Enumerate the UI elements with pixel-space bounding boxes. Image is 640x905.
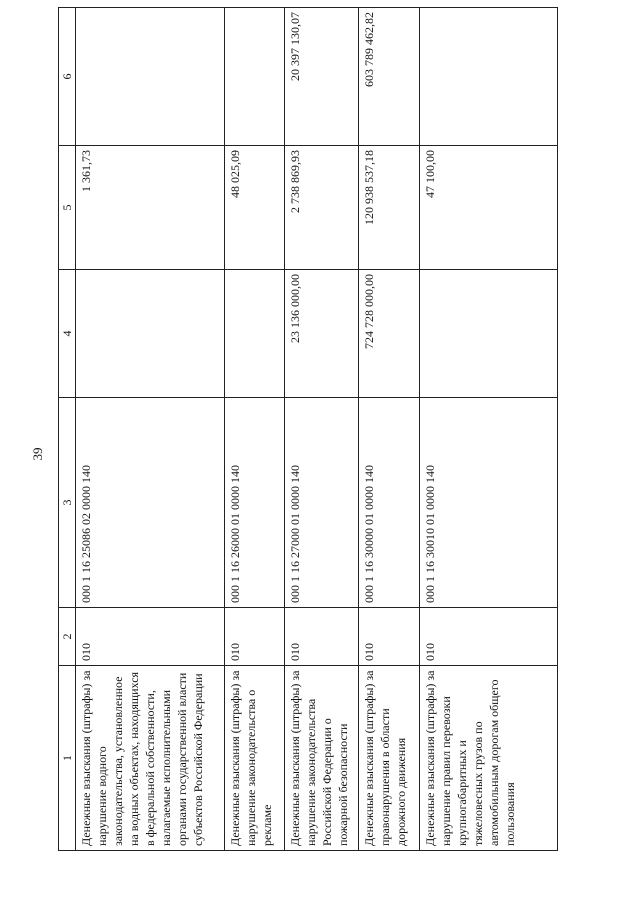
row-admin-code: 010: [359, 608, 420, 666]
row-admin-code: 010: [285, 608, 359, 666]
row-admin-code: 010: [225, 608, 285, 666]
row-col5: 2 738 869,93: [285, 146, 359, 270]
row-col5: 1 361,73: [76, 146, 225, 270]
row-col6: 20 397 130,07: [285, 8, 359, 146]
row-col4: [76, 270, 225, 398]
row-col4: 724 728 000,00: [359, 270, 420, 398]
row-admin-code: 010: [420, 608, 558, 666]
column-header: 1: [59, 666, 76, 851]
row-col6: [420, 8, 558, 146]
page-number: 39: [30, 447, 45, 461]
row-admin-code: 010: [76, 608, 225, 666]
column-header: 2: [59, 608, 76, 666]
table-row: [420, 8, 558, 851]
row-col5: 120 938 537,18: [359, 146, 420, 270]
table-header-row: [59, 8, 76, 851]
table-row: [359, 8, 420, 851]
row-col5: 48 025,09: [225, 146, 285, 270]
table-row: [76, 8, 225, 851]
row-col4: 23 136 000,00: [285, 270, 359, 398]
row-description: Денежные взыскания (штрафы) за нарушение водного законодательства, установленное на водных объектах, находящихся в федеральной собственности, налагаемые исполнительными органами государственной власти субъектов Российской Федерации: [76, 666, 225, 851]
row-description: Денежные взыскания (штрафы) за нарушение правил перевозки крупногабаритных и тяжеловесных грузов по автомобильным дорогам общего пользования: [420, 666, 558, 851]
row-col6: [76, 8, 225, 146]
column-header: 6: [59, 8, 76, 146]
column-header: 3: [59, 398, 76, 608]
row-kbk-code: 000 1 16 30000 01 0000 140: [359, 398, 420, 608]
table-row: [225, 8, 285, 851]
row-col4: [420, 270, 558, 398]
row-kbk-code: 000 1 16 27000 01 0000 140: [285, 398, 359, 608]
table-row: [285, 8, 359, 851]
row-description: Денежные взыскания (штрафы) за нарушение законодательства Российской Федерации о пожарной безопасности: [285, 666, 359, 851]
column-header: 5: [59, 146, 76, 270]
row-col6: 603 789 462,82: [359, 8, 420, 146]
row-col6: [225, 8, 285, 146]
column-header: 4: [59, 270, 76, 398]
row-col5: 47 100,00: [420, 146, 558, 270]
row-description: Денежные взыскания (штрафы) за нарушение законодательства о рекламе: [225, 666, 285, 851]
row-kbk-code: 000 1 16 26000 01 0000 140: [225, 398, 285, 608]
row-kbk-code: 000 1 16 25086 02 0000 140: [76, 398, 225, 608]
row-description: Денежные взыскания (штрафы) за правонарушения в области дорожного движения: [359, 666, 420, 851]
row-kbk-code: 000 1 16 30010 01 0000 140: [420, 398, 558, 608]
revenue-table: [58, 8, 556, 851]
row-col4: [225, 270, 285, 398]
